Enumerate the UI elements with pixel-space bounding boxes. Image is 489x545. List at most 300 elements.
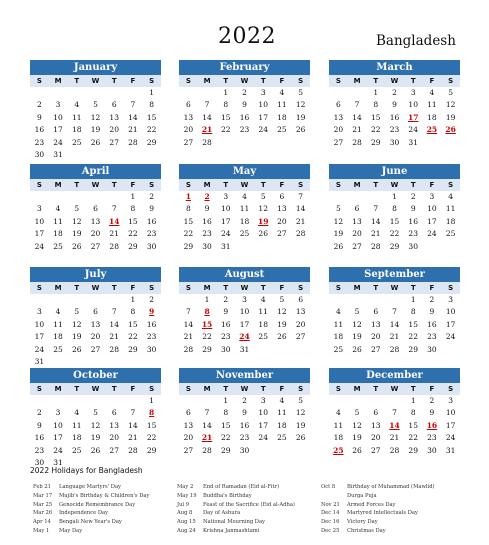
holiday-day: 15	[201, 319, 213, 329]
month-name: August	[179, 267, 310, 282]
weekday-label: W	[91, 284, 100, 292]
weekday-header	[179, 282, 310, 294]
holiday-name: Buddha's Birthday	[203, 492, 252, 499]
weekday-header	[329, 383, 460, 395]
month-january	[30, 60, 161, 161]
day: 7	[130, 100, 136, 110]
day: 17	[53, 125, 63, 135]
day: 4	[74, 408, 80, 418]
day: 11	[277, 100, 287, 110]
day: 25	[258, 332, 268, 342]
day: 14	[352, 112, 362, 122]
holiday-item	[177, 501, 295, 510]
holiday-name: Krishna Janmashtami	[203, 527, 260, 534]
holiday-date: May 1	[33, 527, 50, 534]
day: 13	[333, 112, 344, 122]
weekday-label: F	[279, 181, 285, 189]
day: 23	[221, 332, 231, 342]
day: 14	[109, 319, 119, 329]
empty-day	[366, 294, 385, 306]
holiday-day: 21	[201, 125, 213, 135]
holiday-name: Victory Day	[347, 519, 378, 526]
day: 15	[371, 112, 381, 122]
month-march	[329, 60, 460, 149]
day: 7	[373, 204, 379, 214]
day-grid	[329, 395, 460, 457]
holiday-item	[177, 492, 295, 501]
day-grid	[30, 191, 161, 253]
day: 22	[221, 433, 231, 443]
day-grid	[30, 395, 161, 469]
day: 9	[36, 112, 42, 122]
day: 25	[72, 445, 82, 455]
holiday-date: May 2	[177, 484, 194, 490]
day: 29	[146, 137, 157, 147]
empty-day	[49, 294, 68, 306]
day: 14	[128, 112, 138, 122]
day: 20	[295, 319, 306, 329]
weekday-label: T	[410, 385, 416, 393]
weekday-label: M	[203, 77, 211, 85]
month-name: October	[30, 368, 161, 383]
empty-day	[49, 395, 68, 407]
day: 2	[392, 88, 397, 97]
day: 9	[204, 204, 210, 214]
weekday-header	[329, 179, 460, 191]
month-name: July	[30, 267, 161, 282]
empty-day	[30, 191, 49, 203]
day: 25	[333, 344, 344, 354]
day: 12	[72, 319, 82, 329]
day: 21	[109, 332, 119, 342]
day: 27	[371, 445, 381, 455]
day: 3	[260, 396, 266, 405]
day: 26	[90, 445, 101, 455]
day: 22	[128, 332, 138, 342]
day: 13	[90, 216, 101, 226]
holiday-name: May Day	[59, 527, 83, 534]
holiday-item	[33, 492, 149, 501]
day-grid	[179, 191, 310, 253]
day: 2	[149, 295, 155, 304]
day: 28	[389, 344, 400, 354]
day: 3	[448, 396, 454, 405]
day: 17	[445, 319, 456, 329]
day: 25	[445, 229, 456, 239]
day: 9	[149, 204, 155, 214]
day-grid	[179, 87, 310, 149]
weekday-label: M	[353, 385, 361, 393]
day: 18	[333, 433, 344, 443]
weekday-label: S	[36, 284, 42, 292]
day: 12	[90, 112, 101, 122]
holiday-day: 14	[108, 216, 120, 226]
empty-day	[329, 395, 348, 407]
day: 1	[223, 396, 229, 405]
day: 15	[408, 420, 418, 430]
day: 18	[427, 112, 437, 122]
weekday-label: S	[36, 385, 42, 393]
day: 4	[260, 295, 266, 304]
weekday-header	[30, 179, 161, 191]
day: 14	[202, 112, 212, 122]
weekday-label: M	[203, 284, 211, 292]
day: 30	[221, 344, 231, 354]
empty-day	[105, 395, 124, 407]
holiday-date: Nov 21	[321, 501, 340, 508]
weekday-label: S	[335, 284, 341, 292]
day: 3	[36, 307, 42, 317]
day: 16	[427, 319, 437, 329]
day: 7	[204, 408, 210, 418]
day: 11	[445, 204, 456, 214]
day: 18	[53, 229, 63, 239]
weekday-label: F	[429, 77, 435, 85]
day: 22	[202, 332, 212, 342]
day-grid	[30, 294, 161, 368]
weekday-label: S	[185, 284, 191, 292]
day: 31	[221, 241, 231, 251]
holiday-day: 26	[445, 125, 456, 135]
weekday-label: S	[298, 181, 304, 189]
day: 21	[128, 125, 138, 135]
weekday-label: T	[74, 284, 80, 292]
day: 4	[335, 408, 341, 418]
day: 29	[128, 344, 138, 354]
day: 2	[36, 100, 42, 110]
day: 8	[223, 408, 229, 418]
weekday-label: T	[373, 385, 379, 393]
day: 24	[408, 125, 418, 135]
holiday-item	[177, 518, 295, 527]
empty-day	[30, 87, 49, 99]
day: 1	[373, 88, 379, 97]
weekday-label: T	[410, 77, 416, 85]
day: 29	[128, 241, 138, 251]
day: 8	[410, 408, 416, 418]
empty-day	[67, 191, 86, 203]
holiday-day: 17	[407, 112, 419, 122]
weekday-label: M	[54, 385, 62, 393]
weekday-label: S	[36, 181, 42, 189]
weekday-label: W	[240, 385, 249, 393]
weekday-header	[329, 282, 460, 294]
day: 21	[389, 332, 400, 342]
day: 5	[335, 204, 341, 214]
day: 23	[389, 125, 400, 135]
day: 16	[239, 112, 250, 122]
day: 9	[223, 307, 229, 317]
day: 29	[146, 445, 157, 455]
month-name: June	[329, 164, 460, 179]
weekday-label: W	[91, 77, 100, 85]
day: 8	[130, 204, 136, 214]
empty-day	[366, 191, 385, 203]
day: 13	[277, 204, 287, 214]
day: 14	[202, 420, 212, 430]
empty-day	[348, 294, 367, 306]
day: 29	[221, 445, 231, 455]
holiday-column	[321, 483, 435, 536]
day: 29	[408, 344, 418, 354]
weekday-label: T	[74, 385, 80, 393]
day: 15	[221, 112, 231, 122]
weekday-label: F	[279, 385, 285, 393]
holiday-item	[321, 501, 435, 510]
holiday-date: Mar 26	[33, 510, 53, 517]
holiday-item	[33, 501, 149, 510]
day: 19	[277, 319, 287, 329]
day: 16	[389, 112, 400, 122]
day: 28	[202, 137, 212, 147]
day: 20	[333, 125, 344, 135]
day: 3	[260, 88, 266, 97]
day: 8	[185, 204, 191, 214]
empty-day	[348, 191, 367, 203]
day: 24	[34, 344, 45, 354]
holiday-item	[321, 509, 435, 518]
day: 19	[333, 229, 344, 239]
weekday-label: T	[260, 385, 266, 393]
day: 6	[93, 307, 98, 317]
day: 4	[74, 100, 80, 110]
day: 1	[410, 396, 416, 405]
day: 25	[72, 137, 82, 147]
day: 26	[72, 241, 82, 251]
weekday-header	[30, 282, 161, 294]
day: 20	[183, 433, 194, 443]
holiday-name: Feast of the Sacrifice (Eid al-Adha)	[203, 501, 295, 508]
day: 30	[34, 457, 45, 467]
day: 31	[445, 445, 456, 455]
day: 10	[221, 204, 231, 214]
day: 18	[53, 332, 63, 342]
day: 11	[239, 204, 250, 214]
day: 2	[36, 408, 42, 418]
day: 28	[202, 445, 212, 455]
day: 18	[277, 420, 287, 430]
day: 15	[146, 420, 157, 430]
holiday-item	[33, 483, 149, 492]
day: 1	[392, 192, 397, 201]
day: 1	[130, 192, 136, 201]
day: 18	[72, 125, 82, 135]
holiday-name: Durga Puja	[347, 492, 377, 499]
weekday-label: W	[390, 284, 399, 292]
day: 3	[242, 295, 247, 304]
day: 22	[183, 229, 194, 239]
day: 15	[408, 319, 418, 329]
day: 20	[183, 125, 194, 135]
day: 21	[371, 229, 381, 239]
day: 11	[333, 319, 344, 329]
day: 27	[90, 241, 101, 251]
weekday-label: W	[390, 77, 399, 85]
day: 15	[183, 216, 194, 226]
holiday-date: Oct 8	[321, 484, 336, 490]
day: 24	[445, 433, 456, 443]
weekday-label: S	[335, 181, 341, 189]
day: 6	[373, 307, 379, 317]
day: 21	[352, 125, 362, 135]
day: 7	[130, 408, 136, 418]
holiday-item	[177, 527, 295, 536]
holiday-name: Independence Day	[59, 510, 109, 517]
weekday-label: M	[353, 284, 361, 292]
holiday-day: 1	[185, 192, 191, 201]
day: 9	[242, 408, 247, 418]
day: 20	[352, 229, 362, 239]
day: 20	[90, 332, 101, 342]
month-august	[179, 267, 310, 356]
holiday-item	[321, 518, 435, 527]
day: 20	[277, 216, 287, 226]
day: 13	[90, 319, 101, 329]
month-name: March	[329, 60, 460, 75]
day: 31	[34, 356, 45, 366]
day: 9	[392, 100, 397, 110]
empty-day	[329, 87, 348, 99]
weekday-label: T	[111, 77, 117, 85]
holiday-date: Dec 16	[321, 519, 340, 526]
weekday-label: T	[260, 284, 266, 292]
day: 22	[408, 332, 418, 342]
day: 24	[427, 229, 437, 239]
month-december	[329, 368, 460, 457]
day: 30	[146, 241, 157, 251]
day: 6	[335, 100, 341, 110]
weekday-label: S	[149, 181, 155, 189]
day: 27	[333, 137, 344, 147]
day: 4	[242, 192, 247, 201]
day: 8	[149, 100, 155, 110]
day: 11	[258, 307, 268, 317]
day: 30	[389, 137, 400, 147]
holidays-title: 2022 Holidays for Bangladesh	[30, 466, 143, 475]
day: 2	[429, 295, 435, 304]
empty-day	[124, 87, 143, 99]
day: 22	[371, 125, 381, 135]
empty-day	[198, 395, 217, 407]
day: 25	[53, 344, 63, 354]
day: 6	[298, 295, 304, 304]
day: 11	[53, 319, 63, 329]
day: 30	[427, 344, 437, 354]
weekday-label: F	[130, 181, 136, 189]
holiday-day: 19	[257, 216, 269, 226]
day: 11	[53, 216, 63, 226]
day: 16	[34, 125, 45, 135]
day: 21	[389, 433, 400, 443]
weekday-label: T	[223, 181, 229, 189]
day: 1	[130, 295, 136, 304]
holiday-date: Aug 24	[177, 527, 196, 534]
day: 10	[34, 319, 45, 329]
day: 16	[146, 319, 157, 329]
day: 17	[258, 420, 268, 430]
day: 10	[258, 408, 268, 418]
holiday-date: Apr 14	[33, 519, 51, 526]
day: 11	[427, 100, 437, 110]
weekday-label: S	[298, 77, 304, 85]
month-october	[30, 368, 161, 469]
day: 25	[277, 433, 287, 443]
day: 17	[34, 332, 45, 342]
day: 16	[34, 433, 45, 443]
weekday-label: T	[373, 77, 379, 85]
day: 19	[90, 433, 101, 443]
day: 6	[185, 100, 191, 110]
empty-day	[67, 87, 86, 99]
holiday-date	[321, 492, 347, 501]
weekday-label: S	[448, 181, 454, 189]
day: 5	[448, 88, 454, 97]
day: 12	[90, 420, 101, 430]
day: 3	[36, 204, 42, 214]
holiday-name: Mujib's Birthday & Children's Day	[59, 492, 150, 499]
day: 20	[109, 125, 119, 135]
day: 3	[429, 192, 435, 201]
day: 12	[295, 408, 306, 418]
day: 28	[389, 445, 400, 455]
weekday-label: S	[185, 77, 191, 85]
day: 22	[146, 125, 157, 135]
month-name: September	[329, 267, 460, 282]
day: 2	[410, 192, 416, 201]
day: 10	[427, 204, 437, 214]
day: 5	[298, 396, 304, 405]
holiday-name: Bengali New Year's Day	[59, 519, 122, 526]
empty-day	[385, 395, 404, 407]
day: 18	[72, 433, 82, 443]
day: 19	[72, 332, 82, 342]
day: 27	[90, 344, 101, 354]
day: 10	[53, 420, 63, 430]
day: 10	[445, 408, 456, 418]
day: 6	[279, 192, 285, 201]
weekday-label: S	[149, 284, 155, 292]
day: 27	[183, 137, 194, 147]
month-september	[329, 267, 460, 356]
day: 1	[149, 396, 155, 405]
weekday-label: W	[91, 181, 100, 189]
holiday-date: Aug 15	[177, 519, 196, 526]
day: 23	[34, 445, 45, 455]
day: 29	[389, 241, 400, 251]
day: 12	[277, 307, 287, 317]
weekday-label: W	[390, 385, 399, 393]
day: 18	[333, 332, 344, 342]
weekday-label: T	[223, 77, 229, 85]
day: 14	[183, 319, 194, 329]
holiday-item	[321, 483, 435, 492]
weekday-label: S	[149, 77, 155, 85]
day: 5	[354, 307, 360, 317]
day: 21	[128, 433, 138, 443]
day: 8	[392, 204, 397, 214]
day-grid	[179, 395, 310, 457]
day: 31	[408, 137, 418, 147]
day: 4	[335, 307, 341, 317]
weekday-label: T	[111, 284, 117, 292]
month-name: February	[179, 60, 310, 75]
day: 17	[221, 216, 231, 226]
day: 13	[109, 112, 119, 122]
empty-day	[105, 87, 124, 99]
day: 2	[429, 396, 435, 405]
day: 2	[242, 396, 247, 405]
weekday-label: S	[185, 385, 191, 393]
